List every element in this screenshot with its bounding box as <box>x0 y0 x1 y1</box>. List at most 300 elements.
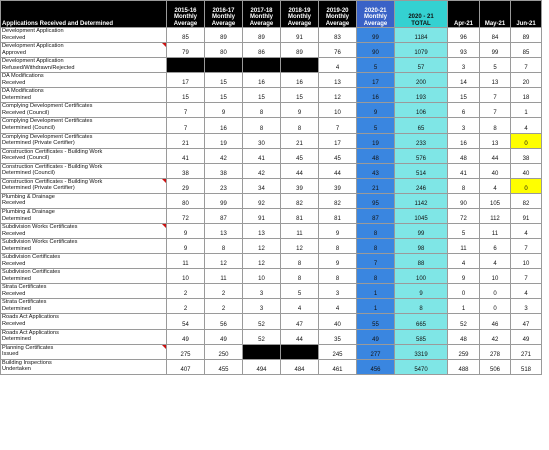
table-cell: 6 <box>480 239 511 254</box>
table-cell: 455 <box>205 359 243 374</box>
header-line: Average <box>325 20 350 27</box>
table-cell <box>281 58 319 73</box>
row-label <box>1 299 167 314</box>
table-cell: 11 <box>448 239 480 254</box>
table-cell: 52 <box>243 314 281 329</box>
table-cell: 15 <box>205 73 243 88</box>
row-label-line: Received <box>2 79 26 86</box>
table-cell: 80 <box>205 43 243 58</box>
row-label-line: Determined <box>2 94 31 101</box>
table-cell: 82 <box>281 193 319 208</box>
table-cell: 277 <box>357 344 395 359</box>
table-cell: 8 <box>448 178 480 193</box>
row-label-line: Roads Act Applications <box>2 329 59 336</box>
table-row <box>1 103 542 118</box>
table-cell: 456 <box>357 359 395 374</box>
table-cell: 57 <box>395 58 448 73</box>
row-label-line: Development Application <box>2 58 64 65</box>
row-label-line: Determined <box>2 336 31 343</box>
row-label <box>1 269 167 284</box>
table-cell: 1079 <box>395 43 448 58</box>
header-line: Apr-21 <box>453 20 473 27</box>
table-cell: 8 <box>395 299 448 314</box>
header-line: 2019-20 <box>326 7 349 14</box>
row-label-line: Development Application <box>2 43 64 50</box>
table-cell: 85 <box>167 28 205 43</box>
table-cell: 4 <box>319 299 357 314</box>
row-label-line: Received (Council) <box>2 109 50 116</box>
table-cell: 3 <box>243 284 281 299</box>
header-col-10 <box>511 1 542 28</box>
row-label-line: Subdivision Certificates <box>2 269 61 276</box>
table-cell <box>205 58 243 73</box>
row-label-line: Received <box>2 200 26 207</box>
table-cell: 44 <box>319 163 357 178</box>
table-cell: 576 <box>395 148 448 163</box>
table-cell: 18 <box>511 88 542 103</box>
table-cell: 8 <box>357 269 395 284</box>
row-label-line: Determined <box>2 215 31 222</box>
table-cell: 19 <box>205 133 243 148</box>
row-label-line: DA Modifications <box>2 88 44 95</box>
table-cell: 5 <box>480 58 511 73</box>
row-label-line: Issued <box>2 351 19 358</box>
table-row <box>1 239 542 254</box>
table-row <box>1 359 542 374</box>
table-cell: 7 <box>511 239 542 254</box>
table-cell: 7 <box>167 103 205 118</box>
table-cell: 112 <box>480 208 511 223</box>
table-cell: 8 <box>357 239 395 254</box>
table-cell: 86 <box>243 43 281 58</box>
header-col-2 <box>205 1 243 28</box>
table-cell: 85 <box>511 43 542 58</box>
row-label <box>1 344 167 359</box>
header-line: May-21 <box>484 20 506 27</box>
table-cell: 5 <box>357 58 395 73</box>
table-cell: 13 <box>243 224 281 239</box>
table-cell: 19 <box>357 133 395 148</box>
comment-marker-icon <box>162 179 166 183</box>
table-cell: 49 <box>205 329 243 344</box>
header-line: Monthly <box>250 14 273 20</box>
header-col-8 <box>448 1 480 28</box>
row-label-line: Roads Act Applications <box>2 314 59 321</box>
table-cell: 43 <box>357 163 395 178</box>
table-cell: 45 <box>319 148 357 163</box>
table-cell: 0 <box>480 299 511 314</box>
table-cell: 106 <box>395 103 448 118</box>
row-label-line: Development Application <box>2 28 64 34</box>
table-cell: 16 <box>357 88 395 103</box>
row-label-line: Determined <box>2 245 31 252</box>
header-line: 2016-17 <box>212 7 235 14</box>
row-label <box>1 88 167 103</box>
table-cell: 9 <box>357 103 395 118</box>
row-label <box>1 163 167 178</box>
header-line: 2020-21 <box>364 7 387 14</box>
row-label-line: Received <box>2 230 26 237</box>
row-label <box>1 58 167 73</box>
table-cell: 99 <box>395 224 448 239</box>
table-cell: 20 <box>511 73 542 88</box>
table-cell: 40 <box>319 314 357 329</box>
table-cell: 7 <box>167 118 205 133</box>
table-cell: 13 <box>319 73 357 88</box>
table-cell: 16 <box>281 73 319 88</box>
table-cell: 52 <box>448 314 480 329</box>
table-cell: 56 <box>205 314 243 329</box>
row-label <box>1 239 167 254</box>
table-cell: 5 <box>357 118 395 133</box>
table-cell: 200 <box>395 73 448 88</box>
table-cell <box>167 58 205 73</box>
table-cell: 665 <box>395 314 448 329</box>
header-applications <box>1 1 167 28</box>
table-cell: 9 <box>205 103 243 118</box>
table-cell: 16 <box>243 73 281 88</box>
table-cell: 89 <box>205 28 243 43</box>
header-row <box>1 1 542 28</box>
header-line: Average <box>249 20 274 27</box>
row-label <box>1 148 167 163</box>
header-col-1 <box>167 1 205 28</box>
table-cell: 91 <box>281 28 319 43</box>
table-row <box>1 43 542 58</box>
row-label-line: Determined (Council) <box>2 125 55 132</box>
table-cell: 72 <box>167 208 205 223</box>
header-line: Average <box>363 20 388 27</box>
table-row <box>1 118 542 133</box>
table-cell: 5470 <box>395 359 448 374</box>
comment-marker-icon <box>162 43 166 47</box>
table-cell: 1 <box>357 284 395 299</box>
table-cell: 8 <box>281 118 319 133</box>
table-cell: 0 <box>480 284 511 299</box>
table-cell: 39 <box>281 178 319 193</box>
table-cell: 99 <box>357 28 395 43</box>
row-label-line: Determined (Council) <box>2 170 55 177</box>
header-line: 2020 - 21 <box>408 14 434 20</box>
table-cell: 15 <box>205 88 243 103</box>
table-cell: 8 <box>243 118 281 133</box>
table-row <box>1 299 542 314</box>
row-label-line: Plumbing & Drainage <box>2 193 55 200</box>
table-cell: 278 <box>480 344 511 359</box>
table-cell: 2 <box>167 299 205 314</box>
table-cell: 9 <box>319 224 357 239</box>
table-row <box>1 344 542 359</box>
table-cell: 54 <box>167 314 205 329</box>
table-cell: 17 <box>167 73 205 88</box>
table-cell: 4 <box>480 254 511 269</box>
table-cell: 1045 <box>395 208 448 223</box>
table-cell: 1184 <box>395 28 448 43</box>
table-cell: 4 <box>448 254 480 269</box>
table-cell: 12 <box>319 88 357 103</box>
row-label <box>1 133 167 148</box>
table-row <box>1 58 542 73</box>
table-cell: 4 <box>511 224 542 239</box>
table-cell: 3 <box>319 284 357 299</box>
table-body <box>1 28 542 375</box>
row-label <box>1 73 167 88</box>
comment-marker-icon <box>162 345 166 349</box>
table-cell: 11 <box>480 224 511 239</box>
table-row <box>1 269 542 284</box>
table-cell: 494 <box>243 359 281 374</box>
table-cell: 484 <box>281 359 319 374</box>
table-cell: 5 <box>281 284 319 299</box>
header-col-7 <box>395 1 448 28</box>
row-label <box>1 193 167 208</box>
table-cell: 99 <box>205 193 243 208</box>
table-cell: 87 <box>205 208 243 223</box>
header-col-3 <box>243 1 281 28</box>
table-cell: 47 <box>281 314 319 329</box>
table-cell: 0 <box>511 133 542 148</box>
table-cell: 15 <box>281 88 319 103</box>
table-cell: 3 <box>511 299 542 314</box>
table-cell: 8 <box>281 269 319 284</box>
table-cell: 3 <box>448 58 480 73</box>
row-label-line: Strata Certificates <box>2 299 47 306</box>
row-label-line: DA Modifications <box>2 73 44 80</box>
table-cell: 39 <box>319 178 357 193</box>
table-row <box>1 73 542 88</box>
table-cell: 0 <box>448 284 480 299</box>
table-cell: 8 <box>319 269 357 284</box>
row-label-line: Refused/Withdrawn/Rejected <box>2 64 75 71</box>
table-cell: 7 <box>511 58 542 73</box>
table-cell: 89 <box>511 28 542 43</box>
table-cell: 259 <box>448 344 480 359</box>
header-col-6 <box>357 1 395 28</box>
table-cell: 506 <box>480 359 511 374</box>
table-cell: 12 <box>205 254 243 269</box>
table-cell: 9 <box>319 254 357 269</box>
table-cell: 7 <box>511 269 542 284</box>
table-cell: 82 <box>511 193 542 208</box>
table-cell <box>243 58 281 73</box>
table-cell: 2 <box>205 299 243 314</box>
table-cell: 15 <box>448 88 480 103</box>
row-label-line: Received <box>2 34 26 41</box>
table-cell: 233 <box>395 133 448 148</box>
table-row <box>1 208 542 223</box>
table-cell: 49 <box>167 329 205 344</box>
row-label <box>1 314 167 329</box>
row-label <box>1 43 167 58</box>
table-cell: 518 <box>511 359 542 374</box>
table-cell: 42 <box>243 163 281 178</box>
row-label-line: Subdivision Works Certificates <box>2 224 78 231</box>
header-line: Monthly <box>364 14 387 20</box>
row-label <box>1 103 167 118</box>
table-cell: 48 <box>448 148 480 163</box>
table-cell: 193 <box>395 88 448 103</box>
table-cell: 12 <box>243 254 281 269</box>
row-label <box>1 254 167 269</box>
table-cell: 585 <box>395 329 448 344</box>
header-line: 2017-18 <box>250 7 273 14</box>
table-cell: 271 <box>511 344 542 359</box>
row-label-line: Construction Certificates - Building Work <box>2 178 103 185</box>
row-label-line: Complying Development Certificates <box>2 118 93 125</box>
table-cell: 91 <box>511 208 542 223</box>
table-cell: 48 <box>357 148 395 163</box>
row-label-line: Subdivision Certificates <box>2 254 61 261</box>
table-cell: 15 <box>243 88 281 103</box>
row-label <box>1 118 167 133</box>
header-col-5 <box>319 1 357 28</box>
row-label-line: Plumbing & Drainage <box>2 208 55 215</box>
table-row <box>1 314 542 329</box>
table-cell: 49 <box>511 329 542 344</box>
table-cell: 7 <box>357 254 395 269</box>
table-cell: 84 <box>480 28 511 43</box>
table-cell: 105 <box>480 193 511 208</box>
table-cell: 9 <box>167 224 205 239</box>
table-cell: 21 <box>167 133 205 148</box>
table-cell: 514 <box>395 163 448 178</box>
row-label-line: Determined (Private Certifier) <box>2 140 75 147</box>
table-cell: 81 <box>319 208 357 223</box>
row-label <box>1 359 167 374</box>
table-cell: 21 <box>281 133 319 148</box>
table-cell: 13 <box>480 73 511 88</box>
row-label-line: Received <box>2 260 26 267</box>
table-cell: 48 <box>448 329 480 344</box>
row-label-line: Determined <box>2 306 31 312</box>
table-cell: 90 <box>448 193 480 208</box>
row-label-line: Complying Development Certificates <box>2 133 93 140</box>
table-cell: 17 <box>319 133 357 148</box>
table-cell: 8 <box>205 239 243 254</box>
table-cell: 4 <box>480 178 511 193</box>
table-cell: 6 <box>448 103 480 118</box>
table-cell: 55 <box>357 314 395 329</box>
row-label-line: Received (Council) <box>2 155 50 162</box>
table-cell: 4 <box>319 58 357 73</box>
table-row <box>1 224 542 239</box>
table-cell: 38 <box>511 148 542 163</box>
row-label-line: Complying Development Certificates <box>2 103 93 110</box>
table-cell: 4 <box>511 118 542 133</box>
table-cell: 250 <box>205 344 243 359</box>
table-cell: 16 <box>448 133 480 148</box>
table-cell: 9 <box>395 284 448 299</box>
header-line: Monthly <box>288 14 311 20</box>
table-cell: 0 <box>511 178 542 193</box>
header-line: Monthly <box>326 14 349 20</box>
row-label-line: Building Inspections <box>2 359 52 366</box>
table-cell: 7 <box>319 118 357 133</box>
table-cell: 46 <box>480 314 511 329</box>
comment-marker-icon <box>162 224 166 228</box>
table-cell: 5 <box>448 224 480 239</box>
table-cell: 38 <box>205 163 243 178</box>
table-cell: 98 <box>395 239 448 254</box>
table-cell: 91 <box>243 208 281 223</box>
table-cell: 42 <box>480 329 511 344</box>
table-cell: 65 <box>395 118 448 133</box>
header-line: Jun-21 <box>516 20 536 27</box>
table-cell: 10 <box>319 103 357 118</box>
table-cell: 8 <box>480 118 511 133</box>
table-cell: 7 <box>480 103 511 118</box>
table-cell: 246 <box>395 178 448 193</box>
header-line: 2018-19 <box>288 7 311 14</box>
row-label-line: Planning Certificates <box>2 344 54 351</box>
row-label <box>1 284 167 299</box>
table-cell: 12 <box>243 239 281 254</box>
table-row <box>1 178 542 193</box>
table-cell: 2 <box>205 284 243 299</box>
row-label <box>1 224 167 239</box>
table-cell: 96 <box>448 28 480 43</box>
header-line: Average <box>211 20 236 27</box>
table-cell: 44 <box>281 163 319 178</box>
table-cell: 12 <box>281 239 319 254</box>
table-cell: 11 <box>167 254 205 269</box>
table-cell: 34 <box>243 178 281 193</box>
table-cell: 41 <box>243 148 281 163</box>
table-row <box>1 163 542 178</box>
row-label <box>1 329 167 344</box>
header-line: Monthly <box>174 14 197 20</box>
table-cell: 16 <box>205 118 243 133</box>
table-cell: 17 <box>357 73 395 88</box>
table-row <box>1 329 542 344</box>
table-row <box>1 28 542 43</box>
table-row <box>1 254 542 269</box>
table-cell: 9 <box>281 103 319 118</box>
table-cell: 44 <box>281 329 319 344</box>
table-cell: 461 <box>319 359 357 374</box>
row-label <box>1 28 167 43</box>
table-cell: 38 <box>167 163 205 178</box>
table-row <box>1 284 542 299</box>
table-cell: 45 <box>281 148 319 163</box>
table-cell <box>281 344 319 359</box>
table-cell: 79 <box>167 43 205 58</box>
table-cell: 4 <box>281 299 319 314</box>
table-cell: 2 <box>167 284 205 299</box>
table-cell: 9 <box>167 239 205 254</box>
table-cell: 80 <box>167 193 205 208</box>
table-cell: 11 <box>205 269 243 284</box>
table-cell: 13 <box>480 133 511 148</box>
table-cell: 23 <box>205 178 243 193</box>
header-line: Average <box>173 20 198 27</box>
row-label-line: Approved <box>2 49 26 56</box>
table-cell: 8 <box>281 254 319 269</box>
table-cell: 82 <box>319 193 357 208</box>
table-cell: 49 <box>357 329 395 344</box>
table-cell: 15 <box>167 88 205 103</box>
table-row <box>1 193 542 208</box>
row-label-line: Received <box>2 321 26 328</box>
header-line: TOTAL <box>411 20 431 27</box>
table-cell: 10 <box>511 254 542 269</box>
row-label <box>1 208 167 223</box>
row-label-line: Received <box>2 290 26 297</box>
table-cell: 407 <box>167 359 205 374</box>
table-cell: 95 <box>357 193 395 208</box>
table-cell: 3319 <box>395 344 448 359</box>
table-cell: 29 <box>167 178 205 193</box>
